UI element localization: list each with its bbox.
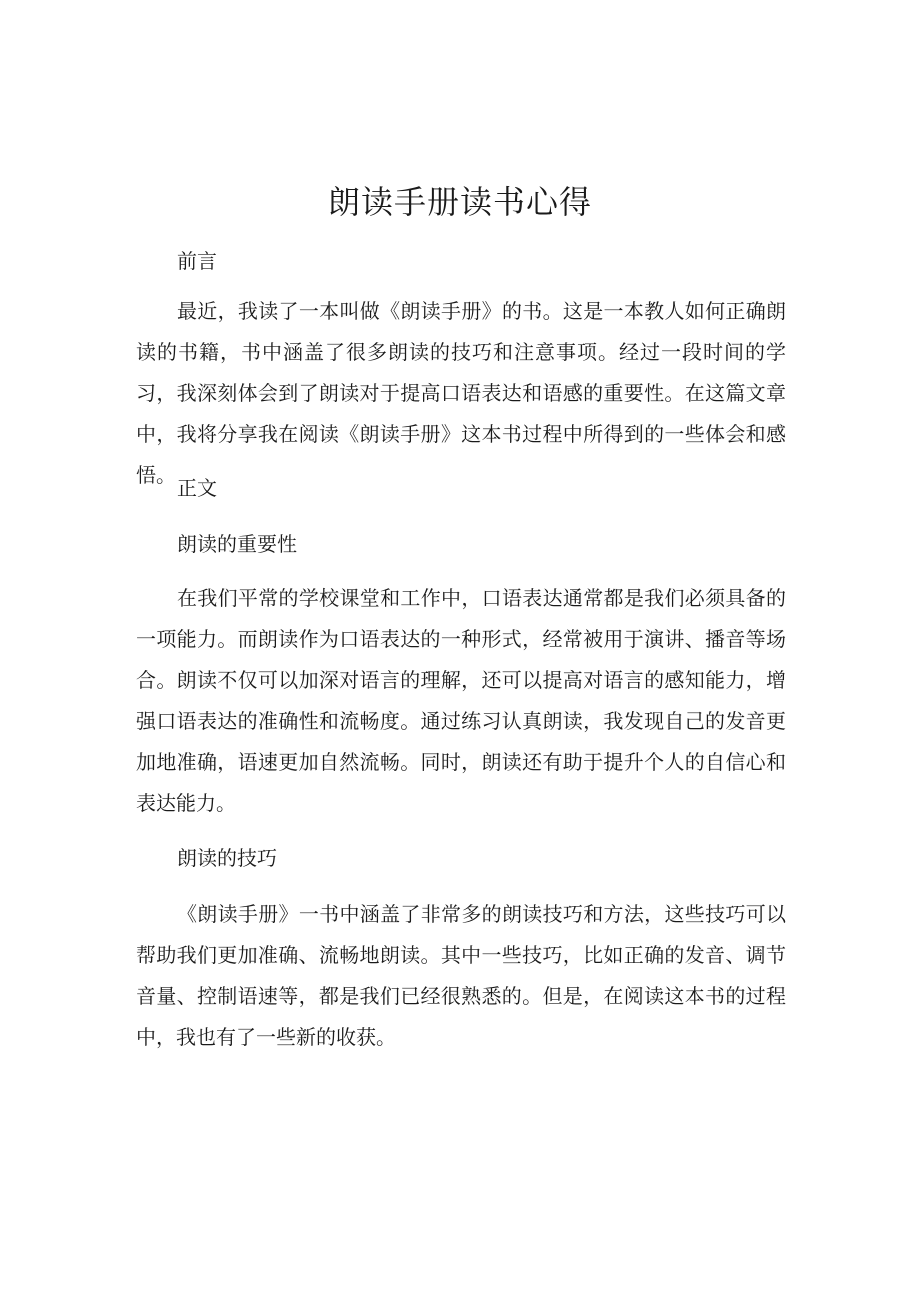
section-paragraph-importance: 在我们平常的学校课堂和工作中，口语表达通常都是我们必须具备的一项能力。而朗读作为口语表达的一种形式，经常被用于演讲、播音等场合。朗读不仅可以加深对语言的理解，还可以提高对语言的感知能力，增强口语表达的准确性和流畅度。通过练习认真朗读，我发现自己的发音更加地准确，语速更加自然流畅。同时，朗读还有助于提升个人的自信心和表达能力。 [136,586,786,815]
document-title: 朗读手册读书心得 [327,183,592,221]
preface-paragraph: 最近，我读了一本叫做《朗读手册》的书。这是一本教人如何正确朗读的书籍，书中涵盖了很多朗读的技巧和注意事项。经过一段时间的学习，我深刻体会到了朗读对于提高口语表达和语感的重要性。在这篇文章中，我将分享我在阅读《朗读手册》这本书过程中所得到的一些体会和感悟。 [136,299,786,487]
section-heading-techniques: 朗读的技巧 [177,846,277,870]
section-paragraph-techniques: 《朗读手册》一书中涵盖了非常多的朗读技巧和方法，这些技巧可以帮助我们更加准确、流畅地朗读。其中一些技巧，比如正确的发音、调节音量、控制语速等，都是我们已经很熟悉的。但是，在阅读这本书的过程中，我也有了一些新的收获。 [136,902,786,1049]
section-heading-importance: 朗读的重要性 [177,532,297,556]
preface-heading: 前言 [177,249,217,273]
body-heading: 正文 [177,476,217,500]
